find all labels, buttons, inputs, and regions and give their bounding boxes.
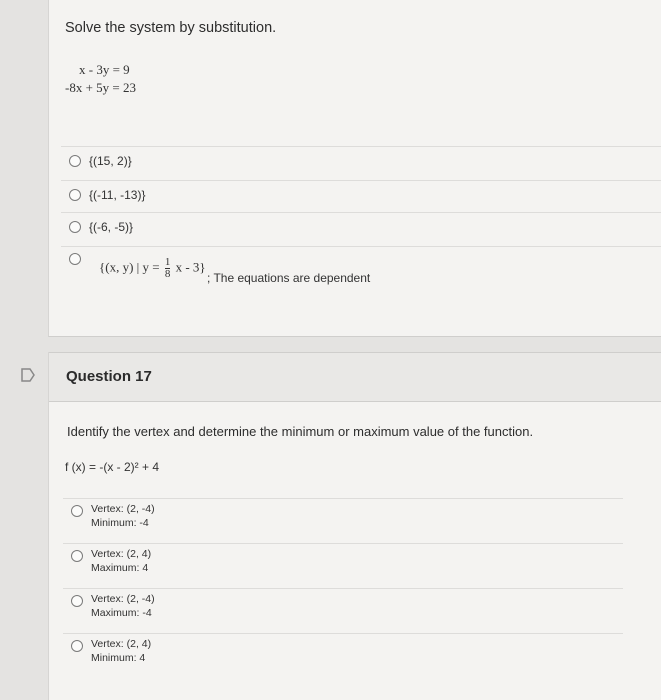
option-label: {(-11, -13)} [89, 188, 146, 202]
vertex-label: Vertex: (2, 4) [91, 548, 152, 560]
option-label: {(15, 2)} [89, 154, 132, 168]
value-label: Maximum: 4 [91, 562, 149, 574]
radio-button[interactable] [69, 221, 81, 233]
answer-option-3[interactable] [63, 588, 623, 633]
value-label: Minimum: 4 [91, 652, 146, 664]
answer-option-4[interactable] [63, 633, 623, 678]
option-label: {(-6, -5)} [89, 220, 134, 234]
question-header [49, 352, 661, 402]
radio-button[interactable] [71, 550, 83, 562]
radio-button[interactable] [71, 640, 83, 652]
answer-option-3[interactable] [61, 212, 661, 241]
answer-option-1[interactable] [63, 498, 623, 543]
fraction: $\frac{1}{8}$ [164, 256, 171, 280]
answer-option-4[interactable] [61, 246, 661, 307]
question-17-card [48, 352, 661, 700]
vertex-label: Vertex: (2, -4) [91, 503, 155, 515]
value-label: Minimum: -4 [91, 517, 149, 529]
radio-button[interactable] [71, 595, 83, 607]
answer-option-2[interactable] [63, 543, 623, 588]
answer-option-2[interactable] [61, 180, 661, 209]
equation-2: -8x + 5y = 23 [65, 80, 136, 95]
function-expression: f (x) = -(x - 2)² + 4 [65, 460, 160, 474]
vertex-label: Vertex: (2, -4) [91, 593, 155, 605]
answer-option-1[interactable] [61, 146, 661, 175]
radio-button[interactable] [69, 189, 81, 201]
flag-icon[interactable] [20, 368, 36, 382]
dependent-text: ; The equations are dependent [207, 271, 371, 285]
radio-button[interactable] [69, 155, 81, 167]
vertex-label: Vertex: (2, 4) [91, 638, 152, 650]
question-prompt: Identify the vertex and determine the minimum or maximum value of the function. [67, 424, 534, 439]
equation-1: x - 3y = 9 [79, 62, 130, 77]
value-label: Maximum: -4 [91, 607, 152, 619]
question-title: Question 17 [66, 368, 152, 385]
question-16-card [48, 0, 661, 337]
set-notation: {(x, y) | y = $\frac{1}{8}$ x - 3} [99, 256, 206, 280]
radio-button[interactable] [71, 505, 83, 517]
radio-button[interactable] [69, 253, 81, 265]
question-prompt: Solve the system by substitution. [65, 20, 277, 36]
